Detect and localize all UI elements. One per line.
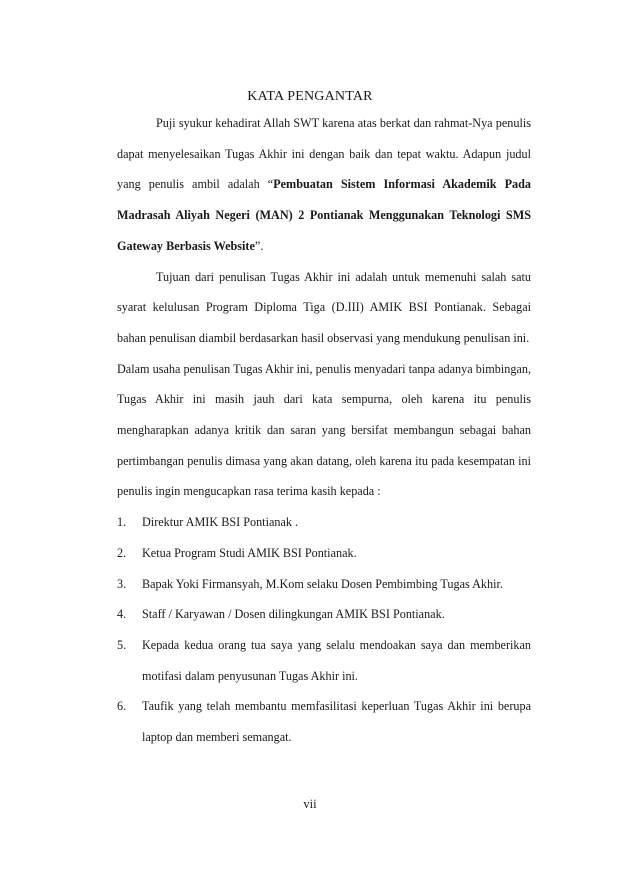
list-item-number: 3.: [117, 576, 127, 591]
document-body: [117, 108, 531, 753]
paragraph-1-end: ”.: [254, 238, 264, 253]
paragraph-2: Tujuan dari penulisan Tugas Akhir ini adalah untuk memenuhi salah satu syarat kelulusan Program Diploma Tiga (D.III) AMIK BSI Pontianak. Sebagai bahan penulisan diambil berdasarkan hasil observasi yang mendukung penulisan ini.: [117, 269, 531, 345]
list-item-text: Ketua Program Studi AMIK BSI Pontianak.: [142, 545, 357, 560]
paragraph-1: [117, 108, 531, 262]
list-item-number: 1.: [117, 515, 127, 530]
page-title: KATA PENGANTAR: [247, 89, 373, 104]
paragraph-1-intro: Puji syukur kehadirat Allah SWT karena atas berkat dan rahmat-Nya penulis dapat menyelesaikan Tugas Akhir ini dengan baik dan tepat waktu. Adapun judul yang penulis ambil adalah “: [117, 116, 531, 192]
list-item: [117, 599, 531, 630]
list-item-text: Bapak Yoki Firmansyah, M.Kom selaku Dosen Pembimbing Tugas Akhir.: [142, 576, 503, 591]
list-item-number: 6.: [117, 699, 127, 714]
acknowledgement-list: [117, 507, 531, 753]
list-item-number: 4.: [117, 607, 127, 622]
paragraph-3: Dalam usaha penulisan Tugas Akhir ini, penulis menyadari tanpa adanya bimbingan, Tugas Akhir ini masih jauh dari kata sempurna, oleh karena itu penulis mengharapkan adanya kritik dan saran yang bersifat membangun sebagai bahan pertimbangan penulis dimasa yang akan datang, oleh karena itu pada kesempatan ini penulis ingin mengucapkan rasa terima kasih kepada :: [117, 361, 531, 499]
list-item-text: Staff / Karyawan / Dosen dilingkungan AMIK BSI Pontianak.: [142, 607, 445, 622]
list-item: [117, 507, 531, 538]
list-item-text: Taufik yang telah membantu memfasilitasi keperluan Tugas Akhir ini berupa laptop dan memberi semangat.: [142, 699, 531, 745]
list-item-text: Direktur AMIK BSI Pontianak .: [142, 515, 299, 530]
list-item: [117, 630, 531, 691]
list-item-text: Kepada kedua orang tua saya yang selalu mendoakan saya dan memberikan motifasi dalam penyusunan Tugas Akhir ini.: [142, 637, 531, 683]
list-item: [117, 691, 531, 752]
thesis-title: Pembuatan Sistem Informasi Akademik Pada Madrasah Aliyah Negeri (MAN) 2 Pontianak Menggunakan Teknologi SMS Gateway Berbasis Website: [117, 177, 531, 253]
list-item: [117, 538, 531, 569]
list-item-number: 5.: [117, 637, 127, 652]
page-number: vii: [303, 797, 317, 811]
list-item: [117, 569, 531, 600]
list-item-number: 2.: [117, 545, 127, 560]
